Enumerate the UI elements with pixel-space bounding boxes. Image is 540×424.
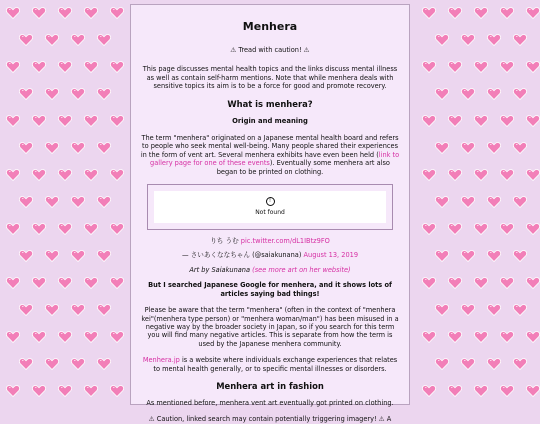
heart-icon	[422, 61, 436, 73]
heart-icon	[6, 7, 20, 19]
heart-icon	[110, 7, 124, 19]
heart-icon	[45, 358, 59, 370]
heart-icon	[110, 331, 124, 343]
heart-icon	[110, 223, 124, 235]
heart-icon	[435, 142, 449, 154]
heart-icon	[461, 142, 475, 154]
heart-icon	[45, 304, 59, 316]
heart-icon	[474, 223, 488, 235]
heart-icon	[110, 61, 124, 73]
heart-icon	[6, 331, 20, 343]
heart-icon	[513, 196, 527, 208]
heart-icon	[19, 142, 33, 154]
tweet-jp-text: りち うむ	[210, 237, 239, 246]
embedded-image-frame	[147, 184, 393, 230]
section-fashion: Menhera art in fashion	[216, 380, 324, 391]
heart-icon	[32, 331, 46, 343]
heart-icon	[84, 385, 98, 397]
main-content-panel	[130, 4, 410, 424]
heart-icon	[487, 250, 501, 262]
heart-icon	[84, 277, 98, 289]
heart-icon	[71, 34, 85, 46]
heart-icon	[448, 61, 462, 73]
heart-icon	[461, 196, 475, 208]
heart-icon	[71, 142, 85, 154]
origin-paragraph	[139, 134, 401, 176]
heart-icon	[435, 304, 449, 316]
tweet-author: — さいあくななちゃん (@saiakunana)	[181, 251, 302, 260]
heart-icon	[6, 169, 20, 181]
heart-icon	[84, 115, 98, 127]
heart-icon	[500, 277, 514, 289]
origin-text-b: ). Eventually some menhera art also began to be printed on clothing.	[216, 159, 390, 176]
heart-icon	[500, 385, 514, 397]
heart-icon	[487, 142, 501, 154]
heart-icon	[435, 358, 449, 370]
heart-icon	[32, 61, 46, 73]
menhera-jp-text: is a website where individuals exchange experiences that relates to mental health generally, or to specific mental illnesses or disorders.	[153, 356, 398, 373]
heart-icon	[422, 277, 436, 289]
tweet-image-link[interactable]: pic.twitter.com/dL1IBtz9FO	[240, 237, 330, 246]
heart-icon	[84, 7, 98, 19]
info-icon: !	[266, 197, 275, 206]
heart-icon	[500, 331, 514, 343]
heart-icon	[58, 277, 72, 289]
heart-icon	[487, 196, 501, 208]
heart-icon	[448, 7, 462, 19]
heart-icon	[422, 7, 436, 19]
embedded-image-placeholder	[154, 191, 386, 223]
heart-icon	[461, 88, 475, 100]
fashion-paragraph: As mentioned before, menhera vent art eventually got printed on clothing.	[146, 398, 394, 407]
heart-icon	[422, 115, 436, 127]
heart-icon	[45, 196, 59, 208]
heart-icon	[422, 223, 436, 235]
heart-icon	[58, 7, 72, 19]
heart-icon	[84, 61, 98, 73]
heart-icon	[448, 277, 462, 289]
intro-paragraph: This page discusses mental health topics and the links discuss mental illness as well as contain self-harm mentions. Note that while menhera deals with sensitive topics its aim is to be a force for good and promote recovery.	[142, 65, 398, 91]
heart-icon	[84, 331, 98, 343]
google-search-paragraph: Please be aware that the term "menhera" (often in the context of "menhera kei"(menhera type person) or "menhera woman/man") has been misused in a negative way by the broader society in Japan, so if you search for this term you will find many negative articles. This is separate from how the term is used by the Japanese menhera community.	[141, 306, 399, 348]
origin-text-a: The term "menhera" originated on a Japanese mental health board and refers to people who seek mental well-being. Many people shared their experiences in the form of vent art. Several menhera exhibits have even been held (	[140, 134, 399, 159]
heart-icon	[461, 358, 475, 370]
heart-icon	[6, 115, 20, 127]
heart-icon	[110, 277, 124, 289]
heart-icon	[513, 250, 527, 262]
art-credit	[139, 266, 401, 274]
google-search-heading: But I searched Japanese Google for menhera, and it shows lots of articles saying bad things!	[148, 281, 392, 298]
heart-icon	[448, 223, 462, 235]
heart-icon	[32, 7, 46, 19]
heart-icon	[513, 34, 527, 46]
heart-icon	[513, 142, 527, 154]
caution-warning: ⚠ Tread with caution! ⚠	[230, 46, 310, 54]
heart-icon	[526, 169, 540, 181]
heart-icon	[6, 277, 20, 289]
heart-icon	[487, 358, 501, 370]
heart-icon	[71, 358, 85, 370]
heart-icon	[97, 250, 111, 262]
heart-icon	[435, 250, 449, 262]
heart-icon	[435, 34, 449, 46]
heart-icon	[32, 385, 46, 397]
heart-icon	[58, 223, 72, 235]
heart-icon	[448, 115, 462, 127]
heart-icon	[71, 250, 85, 262]
heart-icon	[526, 331, 540, 343]
heart-icon	[474, 7, 488, 19]
heart-icon	[513, 358, 527, 370]
heart-icon	[500, 115, 514, 127]
heart-icon	[71, 88, 85, 100]
heart-icon	[448, 331, 462, 343]
heart-icon	[19, 196, 33, 208]
heart-icon	[45, 34, 59, 46]
subsection-origin: Origin and meaning	[232, 116, 308, 125]
heart-icon	[474, 61, 488, 73]
heart-icon	[6, 61, 20, 73]
heart-icon	[110, 385, 124, 397]
heart-icon	[435, 88, 449, 100]
heart-icon	[474, 385, 488, 397]
heart-icon	[6, 385, 20, 397]
heart-icon	[526, 7, 540, 19]
heart-icon	[19, 358, 33, 370]
menhera-jp-paragraph	[139, 356, 401, 373]
heart-icon	[97, 88, 111, 100]
heart-icon	[487, 88, 501, 100]
heart-icon	[500, 61, 514, 73]
heart-icon	[71, 304, 85, 316]
heart-icon	[32, 277, 46, 289]
section-what-is-menhera: What is menhera?	[227, 98, 313, 109]
heart-icon	[474, 169, 488, 181]
caution-search-note: ⚠ Caution, linked search may contain potentially triggering imagery! ⚠ A	[148, 415, 392, 424]
heart-icon	[526, 277, 540, 289]
heart-icon	[513, 88, 527, 100]
heart-icon	[32, 223, 46, 235]
heart-icon	[448, 385, 462, 397]
heart-icon	[32, 169, 46, 181]
heart-icon	[97, 34, 111, 46]
heart-icon	[526, 223, 540, 235]
heart-icon	[500, 7, 514, 19]
heart-icon	[19, 88, 33, 100]
heart-icon	[110, 115, 124, 127]
heart-icon	[58, 169, 72, 181]
heart-icon	[461, 304, 475, 316]
tweet-text	[139, 237, 401, 245]
art-credit-text: Art by Saiakunana	[189, 265, 251, 274]
heart-icon	[474, 115, 488, 127]
heart-icon	[487, 34, 501, 46]
heart-icon	[110, 169, 124, 181]
heart-icon	[500, 169, 514, 181]
heart-icon	[97, 142, 111, 154]
menhera-jp-link[interactable]: Menhera.jp	[142, 356, 180, 365]
heart-icon	[513, 304, 527, 316]
heart-icon	[448, 169, 462, 181]
tweet-date-link[interactable]: August 13, 2019	[303, 251, 359, 260]
tweet-attribution	[139, 251, 401, 259]
heart-icon	[461, 34, 475, 46]
heart-icon	[526, 385, 540, 397]
heart-icon	[45, 88, 59, 100]
not-found-text: Not found	[255, 208, 285, 216]
heart-icon	[58, 331, 72, 343]
heart-icon	[97, 196, 111, 208]
heart-icon	[84, 223, 98, 235]
heart-icon	[97, 304, 111, 316]
heart-icon	[58, 385, 72, 397]
artist-website-link[interactable]: (see more art on her website)	[252, 265, 351, 274]
heart-icon	[435, 196, 449, 208]
heart-icon	[6, 223, 20, 235]
gallery-link[interactable]: link to gallery page for one of these events	[150, 150, 400, 168]
heart-icon	[97, 358, 111, 370]
heart-icon	[58, 61, 72, 73]
page-title: Menhera	[242, 20, 298, 33]
heart-icon	[500, 223, 514, 235]
heart-icon	[474, 277, 488, 289]
heart-icon	[19, 304, 33, 316]
heart-icon	[32, 115, 46, 127]
heart-icon	[422, 385, 436, 397]
heart-icon	[422, 331, 436, 343]
heart-icon	[19, 34, 33, 46]
heart-icon	[526, 61, 540, 73]
heart-icon	[71, 196, 85, 208]
heart-icon	[526, 115, 540, 127]
heart-icon	[84, 169, 98, 181]
heart-icon	[422, 169, 436, 181]
heart-icon	[487, 304, 501, 316]
heart-icon	[45, 142, 59, 154]
heart-icon	[58, 115, 72, 127]
heart-icon	[474, 331, 488, 343]
heart-icon	[45, 250, 59, 262]
heart-icon	[19, 250, 33, 262]
heart-icon	[461, 250, 475, 262]
